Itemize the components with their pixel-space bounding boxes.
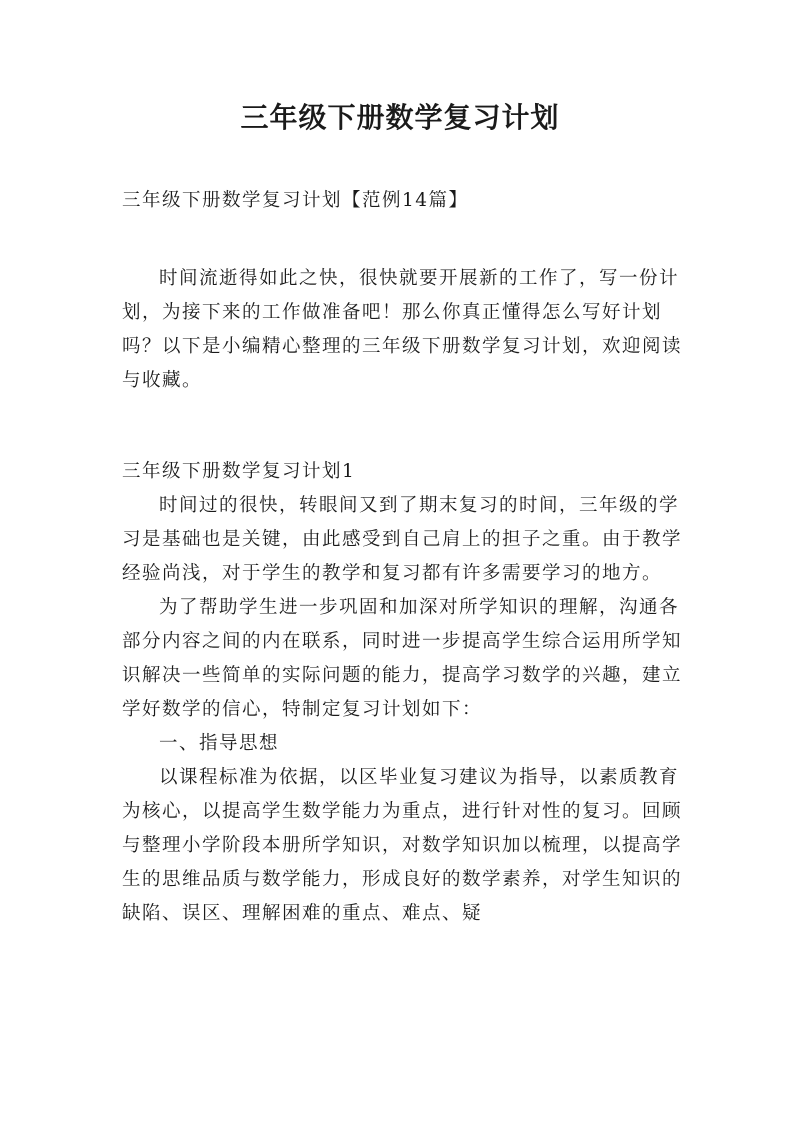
document-title: 三年级下册数学复习计划 xyxy=(240,101,560,134)
document-subtitle: 三年级下册数学复习计划【范例14篇】 xyxy=(122,190,469,211)
section-paragraph: 以课程标准为依据，以区毕业复习建议为指导，以素质教育为核心，以提高学生数学能力为重点，进行针对性的复习。回顾与整理小学阶段本册所学知识，对数学知识加以梳理，以提高学生的思维品质与数学能力，形成良好的数学素养，对学生知识的缺陷、误区、理解困难的重点、难点、疑 xyxy=(122,767,683,924)
section-1 xyxy=(122,455,688,931)
section-subheading: 一、指导思想 xyxy=(159,733,280,754)
intro-paragraph: 时间流逝得如此之快，很快就要开展新的工作了，写一份计划，为接下来的工作做准备吧！那么你真正懂得怎么写好计划吗？以下是小编精心整理的三年级下册数学复习计划，欢迎阅读与收藏。 xyxy=(122,268,683,391)
section-heading: 三年级下册数学复习计划1 xyxy=(122,461,356,482)
section-paragraph: 时间过的很快，转眼间又到了期末复习的时间，三年级的学习是基础也是关键，由此感受到自己肩上的担子之重。由于教学经验尚浅，对于学生的教学和复习都有许多需要学习的地方。 xyxy=(122,495,683,584)
section-paragraph: 为了帮助学生进一步巩固和加深对所学知识的理解，沟通各部分内容之间的内在联系，同时进一步提高学生综合运用所学知识解决一些简单的实际问题的能力，提高学习数学的兴趣，建立学好数学的信心，特制定复习计划如下： xyxy=(122,597,683,720)
